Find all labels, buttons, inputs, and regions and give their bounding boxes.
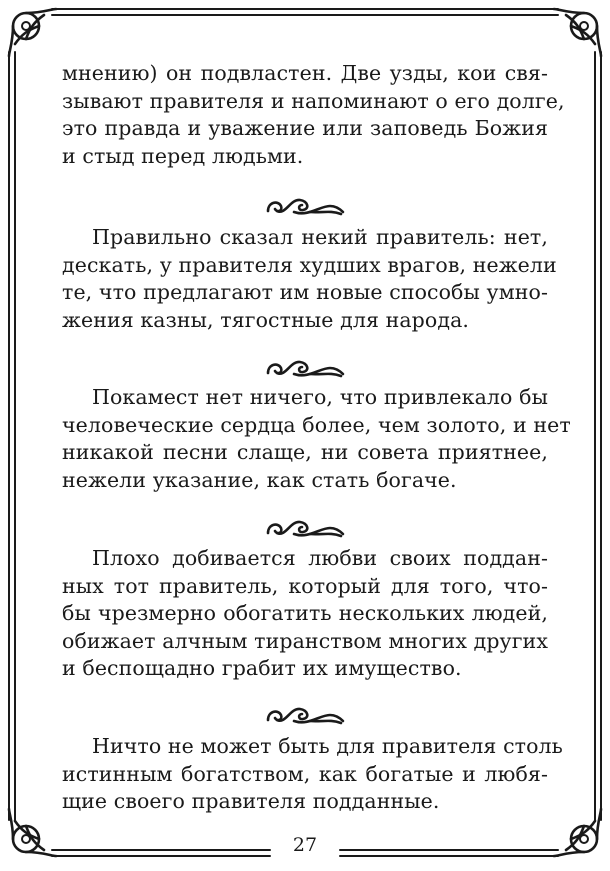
page-number: 27 (292, 834, 318, 856)
text-line: бы чрезмерно обогатить нескольких людей, (62, 601, 548, 625)
text-line: никакой песни слаще, ни совета приятнее, (62, 440, 548, 464)
text-line: те, что предлагают им новые способы умно- (62, 280, 548, 304)
paragraph (62, 384, 571, 494)
text-line: и беспощадно грабит их имущество. (62, 656, 462, 680)
text-line: нежели указание, как стать богаче. (62, 467, 457, 492)
paragraph (62, 224, 557, 334)
text-line: и стыд перед людьми. (62, 143, 304, 168)
paragraph (62, 60, 565, 170)
swirl-wave-ornament-icon (264, 515, 346, 541)
paragraph (62, 545, 548, 683)
swirl-wave-ornament-icon (264, 355, 346, 381)
text-line: Ничто не может быть для правителя столь (92, 734, 563, 758)
celtic-knot-corner-icon (9, 9, 56, 56)
text-line: Правильно сказал некий правитель: нет, (92, 225, 548, 249)
text-line: обижает алчным тиранством многих других (62, 628, 548, 653)
swirl-wave-ornament-icon (264, 702, 346, 728)
text-line: истинным богатством, как богатые и любя- (62, 761, 548, 786)
paragraph (62, 733, 563, 816)
text-line: щие своего правителя подданные. (62, 789, 440, 813)
text-line: ных тот правитель, который для того, что- (62, 573, 548, 598)
text-line: Покамест нет ничего, что привлекало бы (92, 385, 548, 409)
text-line: Плохо добивается любви своих поддан- (92, 546, 548, 570)
text-line: это правда и уважение или заповедь Божия (62, 116, 548, 140)
text-line: мнению) он подвластен. Две узды, кои свя- (62, 61, 548, 85)
text-line: человеческие сердца более, чем золото, и нет (62, 412, 571, 437)
swirl-wave-ornament-icon (264, 193, 346, 219)
text-line: дескать, у правителя худших врагов, нежели (62, 252, 557, 277)
text-line: жения казны, тягостные для народа. (62, 307, 470, 332)
text-line: зывают правителя и напоминают о его долге, (62, 88, 565, 113)
celtic-knot-corner-icon (554, 9, 601, 56)
